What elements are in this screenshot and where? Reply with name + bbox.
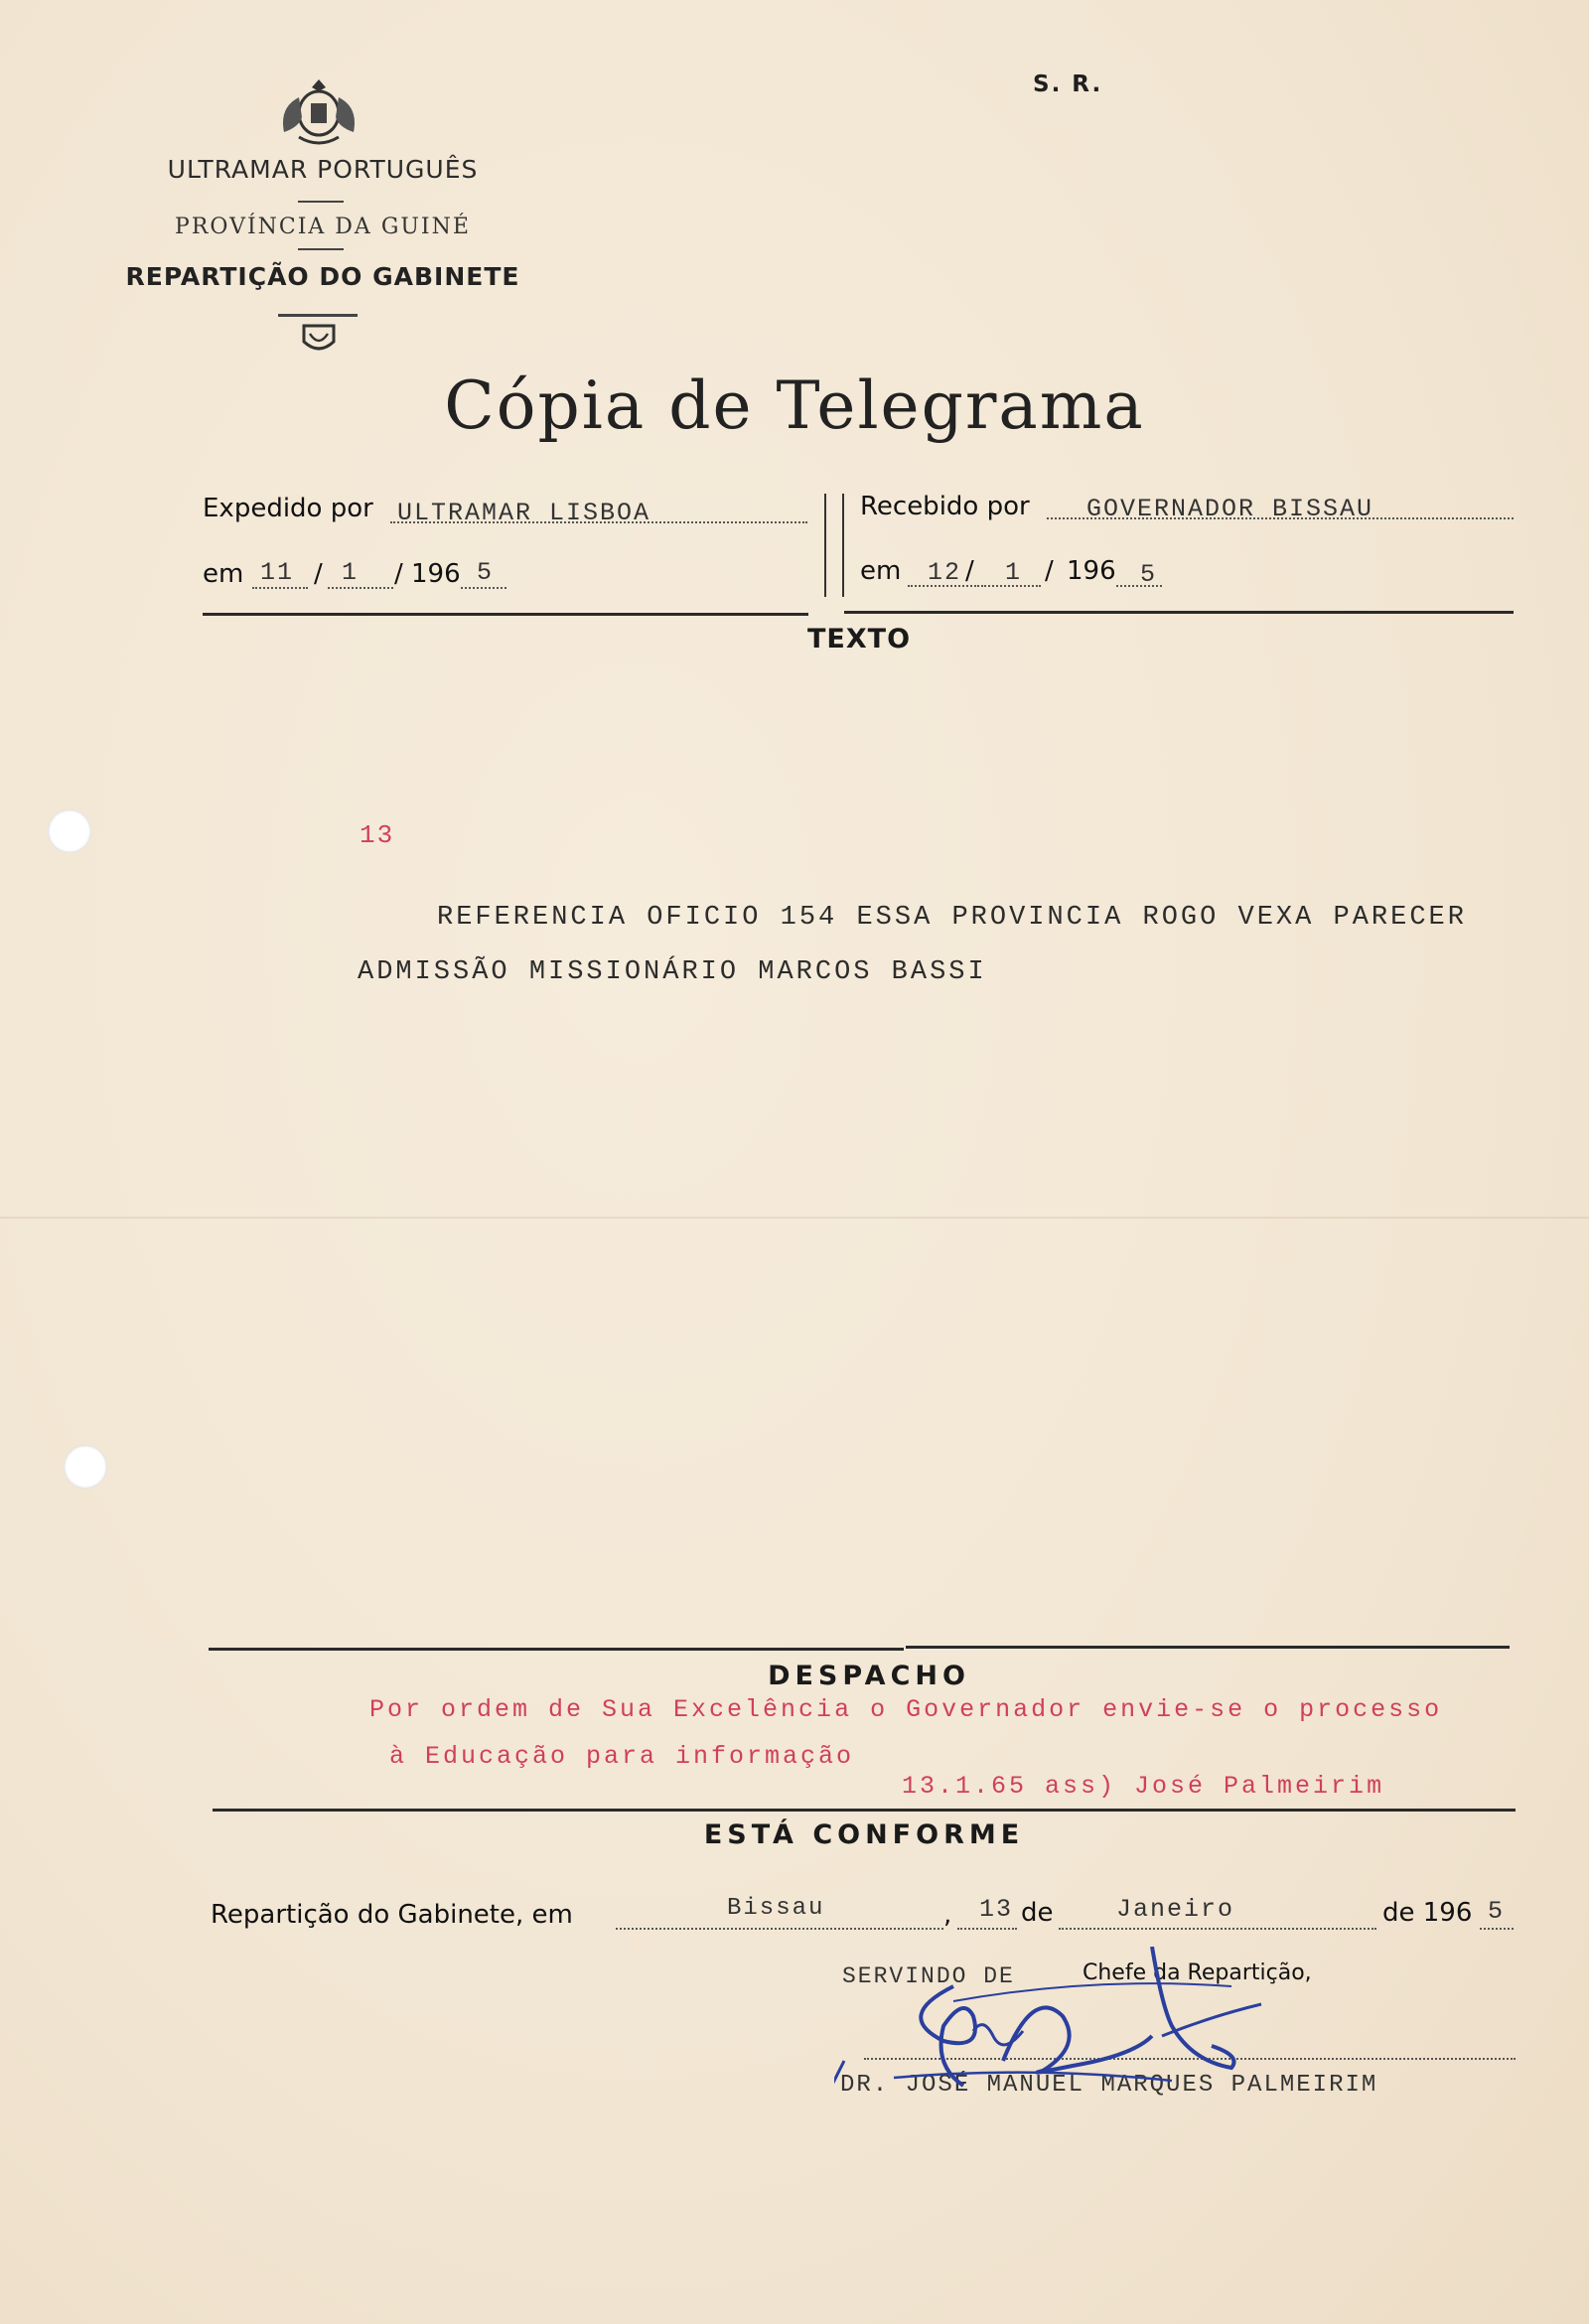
- despacho-line-3: 13.1.65 ass) José Palmeirim: [902, 1772, 1385, 1801]
- serving-typed: SERVINDO DE: [842, 1963, 1015, 1989]
- divider-double-line: [824, 494, 826, 597]
- divider-double-line: [842, 494, 844, 597]
- date-slash: /: [965, 556, 974, 586]
- received-by-value: GOVERNADOR BISSAU: [1086, 495, 1374, 523]
- sent-day-line: [252, 587, 308, 589]
- conforme-year-suffix: 5: [1488, 1897, 1506, 1926]
- section-rule: [209, 1648, 904, 1651]
- date-slash: /: [314, 559, 323, 589]
- coat-of-arms-icon: [274, 77, 363, 147]
- section-rule: [844, 611, 1514, 614]
- texto-heading: TEXTO: [806, 624, 912, 654]
- sent-month: 1: [342, 558, 360, 587]
- year-line: [1480, 1928, 1514, 1930]
- despacho-line-1: Por ordem de Sua Excelência o Governador envie-se o processo: [369, 1695, 1443, 1724]
- telegram-text-line-1: REFERENCIA OFICIO 154 ESSA PROVINCIA ROGO VEXA PARECER: [437, 903, 1467, 933]
- paper-fold: [0, 1217, 1589, 1219]
- received-by-label: Recebido por: [860, 492, 1030, 521]
- punch-hole-top: [48, 809, 91, 853]
- received-date-label: em: [860, 556, 902, 586]
- conforme-day: 13: [979, 1895, 1014, 1924]
- role-printed: Chefe da Repartição,: [1083, 1961, 1312, 1985]
- received-year-suffix: 5: [1140, 560, 1158, 589]
- sent-by-value: ULTRAMAR LISBOA: [397, 499, 651, 527]
- received-month: 1: [1005, 558, 1023, 587]
- received-day: 12: [928, 558, 962, 587]
- handwritten-signature: [834, 1947, 1331, 2125]
- telegram-text-line-2: ADMISSÃO MISSIONÁRIO MARCOS BASSI: [358, 957, 987, 987]
- month-line: [1059, 1928, 1376, 1930]
- day-line: [957, 1928, 1017, 1930]
- conforme-heading: ESTÁ CONFORME: [703, 1819, 1025, 1850]
- section-rule: [203, 613, 808, 616]
- sent-by-label: Expedido por: [203, 494, 373, 523]
- despacho-heading: DESPACHO: [768, 1661, 970, 1691]
- place-line: [616, 1928, 943, 1930]
- sent-year-line: [461, 587, 506, 589]
- classification-mark: S. R.: [1033, 72, 1103, 97]
- date-slash: /: [394, 559, 403, 589]
- date-slash: /: [1045, 556, 1054, 586]
- year-prefix: de 196: [1382, 1898, 1473, 1928]
- header-ultramar: ULTRAMAR PORTUGUÊS: [167, 155, 479, 184]
- punch-hole-bottom: [64, 1445, 107, 1489]
- header-reparticao: REPARTIÇÃO DO GABINETE: [125, 262, 520, 291]
- section-rule: [906, 1646, 1510, 1649]
- document-title: Cópia de Telegrama: [444, 367, 1145, 444]
- sent-day: 11: [260, 558, 295, 587]
- sent-year-prefix: 196: [411, 559, 461, 589]
- header-divider: [298, 248, 344, 250]
- place-label: Repartição do Gabinete, em: [211, 1900, 573, 1930]
- conforme-month: Janeiro: [1116, 1895, 1235, 1924]
- comma: ,: [943, 1900, 952, 1930]
- sent-date-label: em: [203, 559, 244, 589]
- telegram-number: 13: [360, 820, 395, 850]
- place-value: Bissau: [727, 1895, 825, 1922]
- header-provincia: PROVÍNCIA DA GUINÉ: [175, 215, 471, 239]
- emblem-icon: [300, 320, 338, 356]
- section-rule: [213, 1809, 1516, 1812]
- received-year-prefix: 196: [1067, 556, 1116, 586]
- de-label: de: [1021, 1898, 1054, 1928]
- despacho-line-2: à Educação para informação: [389, 1742, 855, 1771]
- official-name: DR. JOSÉ MANUEL MARQUES PALMEIRIM: [840, 2072, 1378, 2099]
- sent-year-suffix: 5: [477, 558, 495, 587]
- header-divider: [298, 201, 344, 203]
- header-divider: [278, 314, 358, 317]
- sent-month-line: [328, 587, 393, 589]
